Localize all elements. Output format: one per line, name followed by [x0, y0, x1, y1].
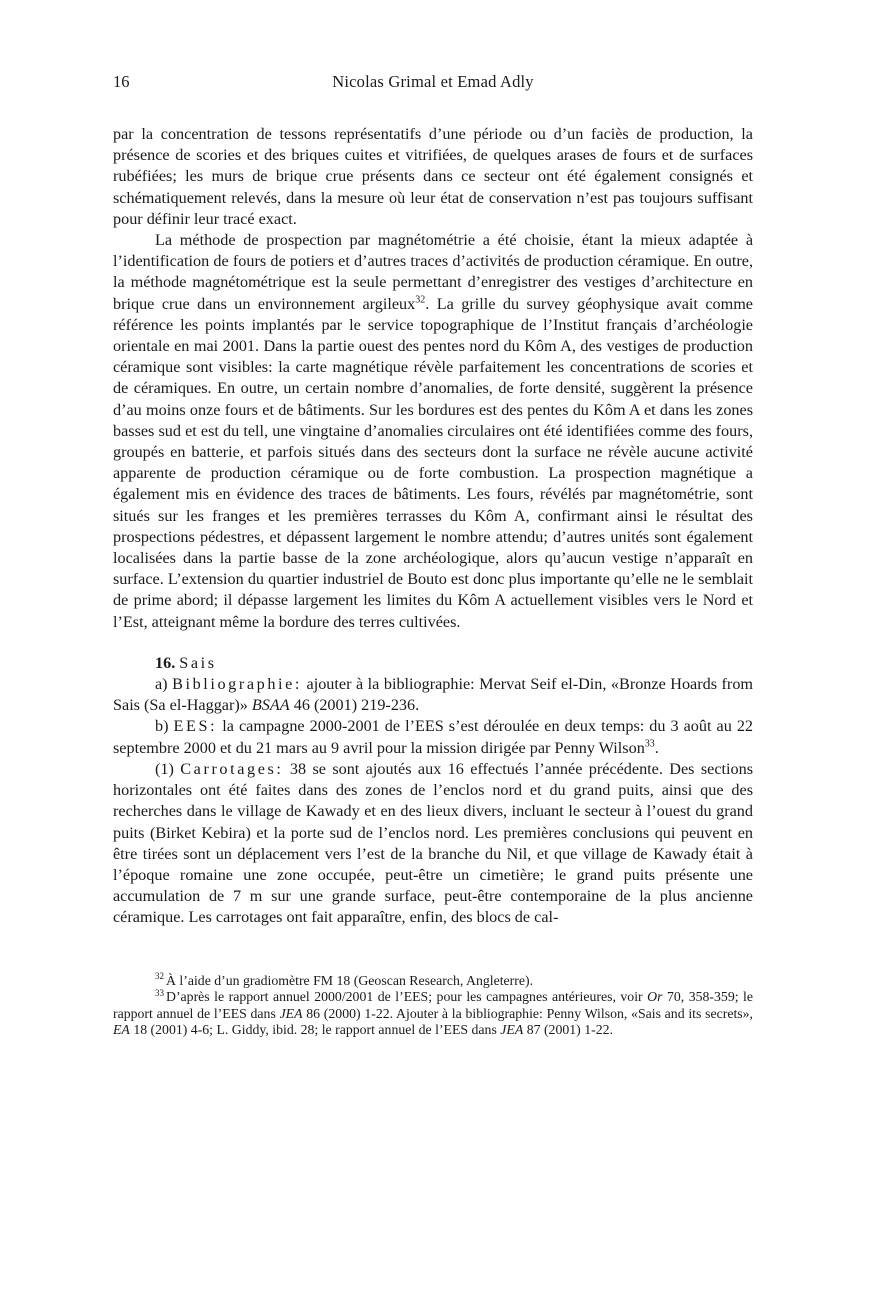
paragraph-1: par la concentration de tessons représentatifs d’une période ou d’un faciès de production, la présence de scories et des briques cuites et vitrifiées, de quelques arases de fours et de surfaces rubéfiées; les murs de brique crue présents dans ce secteur ont été également consignés et schématiquement relevés, dans la mesure où leur état de conservation n’est pas toujours suffisant pour définir leur tracé exact. [113, 125, 753, 228]
item-a-text: ajouter à la bibliographie: Mervat Seif el-Din, «Bronze Hoards from Sais (Sa el-Haggar)» [113, 675, 754, 715]
item-a [113, 674, 753, 716]
item-b-label: b) [155, 717, 169, 736]
item-a-journal: BSAA [251, 696, 290, 715]
item-c-text: 38 se sont ajoutés aux 16 effectués l’année précédente. Des sections horizontales ont été faites dans des zones de l’enclos nord et du grand puits, ainsi que des recherches dans le village de Kawady et en des lieux divers, incluant le secteur à l’ouest du grand puits (Birket Kebira) et la porte sud de l’enclos nord. Les premières conclusions qui peuvent en être tirées sont un déplacement vers l’est de la branche du Nil, et que village de Kawady était à l’époque romaine une zone occupée, peut-être un cimetière; le grand puits présente une accumulation de 7 m sur une grande surface, peut-être contemporaine de la plus ancienne céramique. Les carrotages ont fait apparaître, enfin, des blocs de cal- [113, 759, 754, 927]
page-number: 16 [113, 72, 130, 91]
item-c-label: (1) [155, 759, 174, 778]
item-a-ref: 46 (2001) 219-236. [293, 696, 420, 715]
item-carrotages [113, 759, 753, 929]
footnote-32-text: À l’aide d’un gradiomètre FM 18 (Geoscan Research, Angleterre). [166, 972, 534, 988]
item-b-text: la campagne 2000-2001 de l’EES s’est déroulée en deux temps: du 3 août au 22 septembre 2000 et du 21 mars au 9 avril pour la mission dirigée par Penny Wilson [113, 717, 754, 757]
section-heading [113, 653, 753, 674]
footnote-33-journal-jea-2: JEA [500, 1022, 524, 1038]
footnotes [113, 970, 753, 1039]
footnote-ref-32[interactable]: 32 [415, 294, 426, 306]
paragraph-2 [113, 230, 753, 633]
footnote-ref-33[interactable]: 33 [644, 738, 655, 750]
footnote-33-journal-jea-1: JEA [279, 1005, 303, 1021]
footnote-33-text-e: 87 (2001) 1-22. [526, 1022, 613, 1038]
footnote-33-text-c: 86 (2000) 1-22. Ajouter à la bibliographie: Penny Wilson, «Sais and its secrets», [306, 1005, 753, 1021]
section-number: 16. [155, 653, 176, 672]
footnote-33-journal-ea: EA [113, 1022, 130, 1038]
item-b-heading: EES: [173, 717, 218, 736]
item-c-heading: Carrotages: [180, 759, 284, 778]
paragraph-2-text-b: . La grille du survey géophysique avait comme référence les points implantés par le service topographique de l’Institut français d’archéologie orientale en mai 2001. Dans la partie ouest des pentes nord du Kôm A, des vestiges de production céramique sont visibles: la carte magnétique révèle parfaitement les concentrations de scories et de céramiques. En outre, un certain nombre d’anomalies, de forte densité, suggèrent la présence d’au moins onze fours et de bâtiments. Sur les bordures est des pentes du Kôm A et dans les zones basses sud et est du tell, une vingtaine d’anomalies circulaires ont été identifiées comme des fours, groupés en batterie, et parfois situés dans des secteurs dont la surface ne révèle aucune activité apparente de production céramique ou de forte combustion. La prospection magnétique a également mis en évidence des traces de bâtiments. Les fours, révélés par magnétométrie, sont situés sur les franges et les premières terrasses du Kôm A, confirmant ainsi le résultat des prospections pédestres, et dépassent largement le nombre attendu; d’autres unités sont également localisées dans la partie basse de la zone archéologique, alors qu’aucun vestige n’apparaît en surface. L’extension du quartier industriel de Bouto est donc plus importante qu’elle ne le semblait de prime abord; il dépasse largement les limites du Kôm A actuellement visibles vers le Nord et l’Est, atteignant même la bordure des terres cultivées. [113, 294, 753, 631]
running-title: Nicolas Grimal et Emad Adly [332, 72, 534, 91]
footnote-33-text-d: 18 (2001) 4-6; L. Giddy, ibid. 28; le rapport annuel de l’EES dans [133, 1022, 497, 1038]
item-b-end: . [654, 738, 659, 757]
footnote-32-mark: 32 [155, 970, 164, 981]
item-b [113, 716, 753, 758]
item-a-heading: Bibliographie: [172, 675, 303, 694]
footnote-33-mark: 33 [155, 987, 164, 998]
footnote-33 [113, 989, 753, 1039]
item-a-label: a) [155, 675, 168, 694]
footnote-32 [113, 970, 753, 990]
running-head [113, 72, 753, 102]
section-title: Sais [179, 653, 217, 672]
paragraph-2-text-a: La méthode de prospection par magnétométrie a été choisie, étant la mieux adaptée à l’identification de fours de potiers et d’autres traces d’activités de production céramique. En outre, la méthode magnétométrique est la seule permettant d’enregistrer des vestiges d’architecture en brique crue dans un environnement argileux [113, 231, 753, 313]
footnote-33-text-b: 70, 358-359; le rapport annuel de l’EES dans [113, 989, 753, 1021]
footnote-33-journal-or: Or [647, 989, 663, 1005]
document-page [113, 72, 753, 1039]
footnote-33-text-a: D’après le rapport annuel 2000/2001 de l’EES; pour les campagnes antérieures, voir [166, 989, 643, 1005]
